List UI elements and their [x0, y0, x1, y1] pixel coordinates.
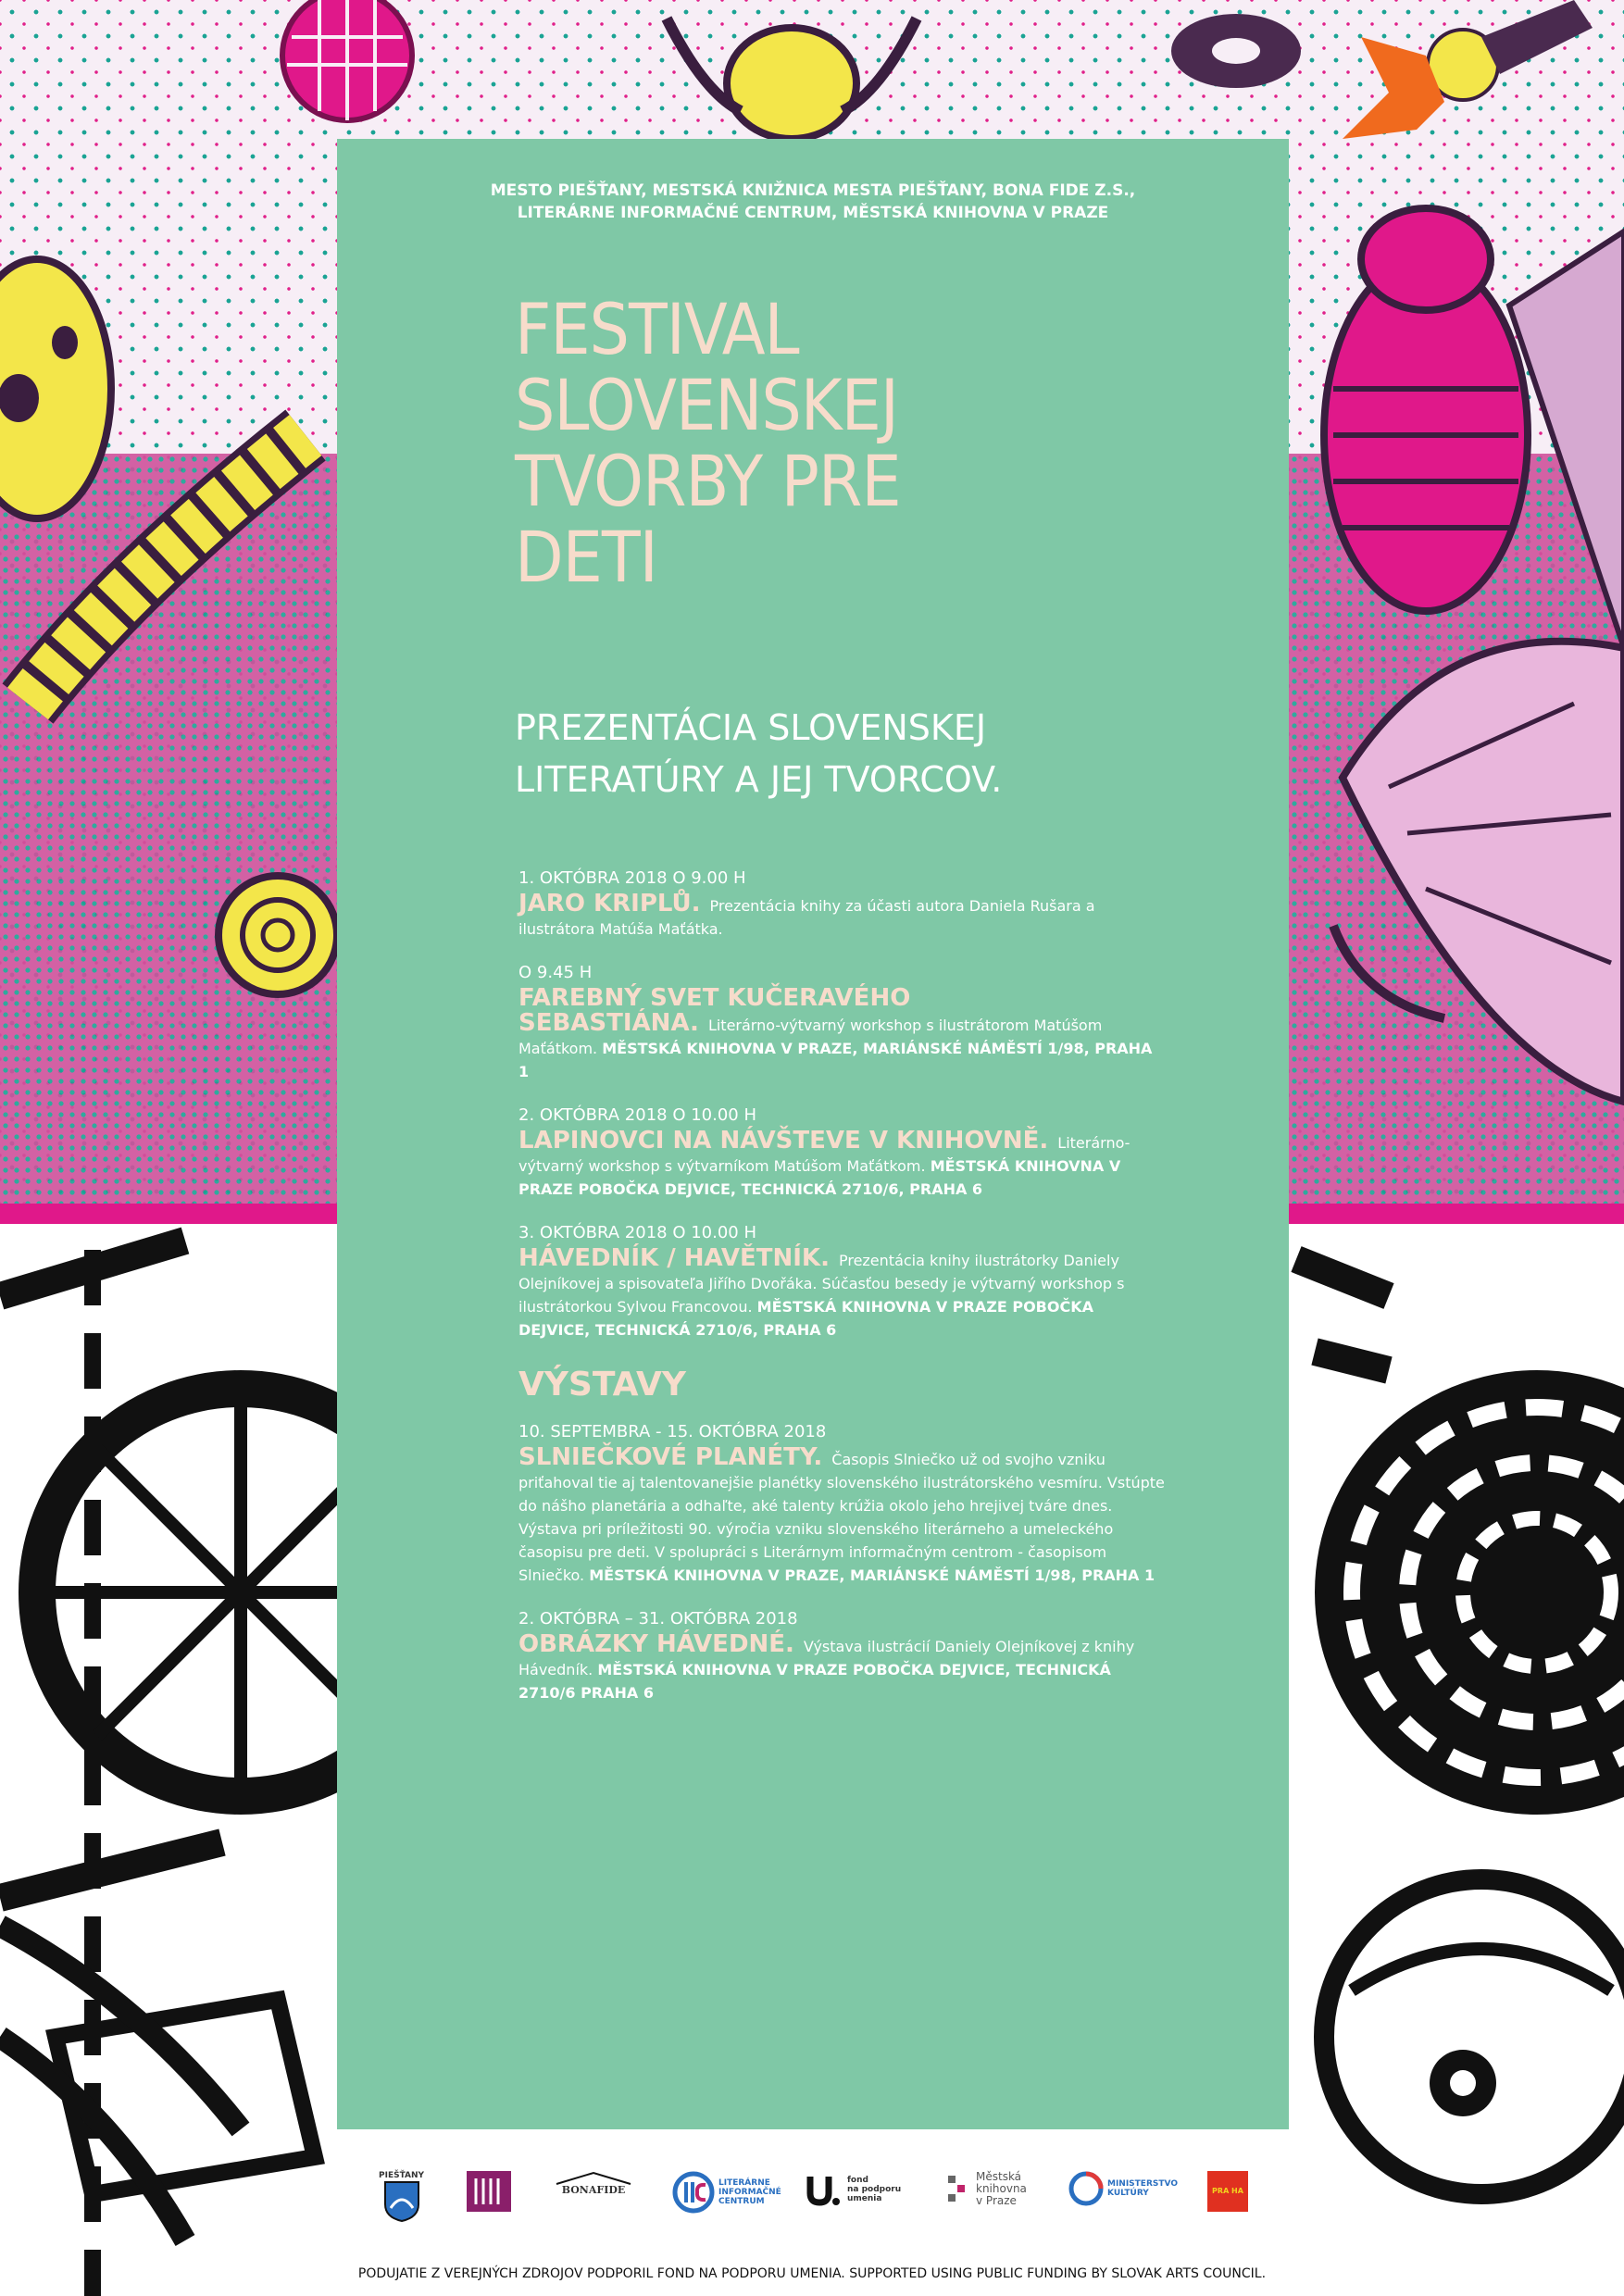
- praha-badge: PRA HA: [1207, 2171, 1248, 2212]
- exhibition-item: [518, 1420, 1167, 1587]
- ministry-logo-icon: [1068, 2171, 1104, 2206]
- fly-illustration: [1324, 208, 1624, 648]
- exhibition-name: SLNIEČKOVÉ PLANÉTY.: [518, 1443, 823, 1471]
- fpu-label-line: umenia: [847, 2194, 882, 2203]
- event-description: [518, 984, 1167, 1083]
- festival-title: [515, 288, 1237, 598]
- logo-mestska-knihovna: [948, 2171, 1027, 2207]
- piestany-crest-icon: [383, 2180, 420, 2223]
- festival-subtitle: [515, 702, 1255, 805]
- exhibition-date: 10. SEPTEMBRA - 15. OKTÓBRA 2018: [518, 1422, 827, 1441]
- event-description: [518, 892, 1167, 941]
- subtitle-line: PREZENTÁCIA SLOVENSKEJ: [515, 707, 987, 748]
- title-line: FESTIVAL: [515, 288, 799, 370]
- disco-ball-illustration: [282, 0, 412, 120]
- lic-label-line: CENTRUM: [718, 2197, 765, 2206]
- event-text: Literárno-výtvarný workshop s ilustrátorom Matúšom Maťátkom.: [518, 1017, 1103, 1057]
- event-text: Literárno-výtvarný workshop s výtvarníkom Matúšom Maťátkom.: [518, 1134, 1131, 1175]
- subtitle-line: LITERATÚRY A JEJ TVORCOV.: [515, 759, 1003, 800]
- funding-note: PODUJATIE Z VEREJNÝCH ZDROJOV PODPORIL FOND NA PODPORU UMENIA. SUPPORTED USING PUBLIC FUNDING BY SLOVAK ARTS COUNCIL.: [357, 2266, 1267, 2281]
- lic-logo-icon: [672, 2171, 715, 2214]
- exhibition-date: 2. OKTÓBRA – 31. OKTÓBRA 2018: [518, 1609, 798, 1628]
- organizers-line: LITERÁRNE INFORMAČNÉ CENTRUM, MĚSTSKÁ KNIHOVNA V PRAZE: [517, 204, 1109, 222]
- event-text: Prezentácia knihy za účasti autora Daniela Rušara a ilustrátora Matúša Maťátka.: [518, 897, 1095, 938]
- mkp-label: [976, 2171, 1027, 2207]
- woodcut-hedgehog-illustration: [1296, 1259, 1624, 2194]
- exhibition-place: MĚSTSKÁ KNIHOVNA V PRAZE POBOČKA DEJVICE, TECHNICKÁ 2710/6 PRAHA 6: [518, 1661, 1111, 1702]
- ministry-label: [1107, 2179, 1178, 2198]
- title-line: SLOVENSKEJ: [515, 364, 898, 446]
- lic-label-line: INFORMAČNÉ: [718, 2188, 781, 2197]
- library-logo-icon: [467, 2171, 511, 2212]
- exhibition-description: [518, 1443, 1167, 1587]
- event-date: 3. OKTÓBRA 2018 O 10.00 H: [518, 1223, 757, 1242]
- exhibitions-heading: VÝSTAVY: [518, 1366, 686, 1404]
- fpu-label-line: fond: [847, 2176, 868, 2185]
- event-text: Prezentácia knihy ilustrátorky Daniely Olejníkovej a spisovateľa Jiřího Dvořáka. Súčasťou besedy je výtvarný workshop s ilustrátorkou Sylvou Francovou.: [518, 1252, 1125, 1316]
- fpu-label: [847, 2176, 901, 2203]
- event-description: [518, 1244, 1167, 1341]
- mkp-label-line: Městská: [976, 2170, 1022, 2183]
- event-item: [518, 1221, 1167, 1341]
- comet-illustration: [1343, 0, 1593, 139]
- fpu-label-line: na podporu: [847, 2185, 902, 2194]
- organizers: [337, 180, 1289, 224]
- event-item: [518, 1104, 1167, 1201]
- exhibition-text: Časopis Slniečko už od svojho vzniku priťahoval tie aj talentovanejšie planétky slovenského ilustrátorského vesmíru. Vstúpte do nášho planetária a odhaľte, aké talenty krúžia okolo jeho hrejivej tváre dnes. Výstava pri príležitosti 90. výročia vzniku slovenského literárneho a umeleckého časopisu pre deti. V spolupráci s Literárnym informačným centrom - časopisom Slniečko.: [518, 1451, 1165, 1584]
- fpu-logo-icon: [805, 2171, 842, 2208]
- lic-label-line: LITERÁRNE: [718, 2178, 770, 2188]
- exhibition-item: [518, 1607, 1167, 1704]
- ministry-label-line: MINISTERSTVO: [1107, 2179, 1178, 2189]
- event-place: MĚSTSKÁ KNIHOVNA V PRAZE POBOČKA DEJVICE, TECHNICKÁ 2710/6, PRAHA 6: [518, 1298, 1093, 1339]
- title-line: DETI: [515, 516, 657, 598]
- event-description: [518, 1129, 1167, 1201]
- ministry-label-line: KULTÚRY: [1107, 2189, 1149, 2198]
- logo-praha: [1207, 2171, 1248, 2212]
- event-name: JARO KRIPLŮ.: [518, 890, 701, 917]
- moth-illustration: [1333, 642, 1624, 1102]
- organizers-line: MESTO PIEŠŤANY, MESTSKÁ KNIŽNICA MESTA PIEŠŤANY, BONA FIDE Z.S.,: [490, 181, 1136, 200]
- event-name: HÁVEDNÍK / HAVĚTNÍK.: [518, 1244, 830, 1272]
- event-place: MĚSTSKÁ KNIHOVNA V PRAZE POBOČKA DEJVICE, TECHNICKÁ 2710/6, PRAHA 6: [518, 1157, 1121, 1198]
- logo-piestany-label: PIEŠŤANY: [379, 2171, 425, 2180]
- event-place: MĚSTSKÁ KNIHOVNA V PRAZE, MARIÁNSKÉ NÁMĚSTÍ 1/98, PRAHA 1: [518, 1040, 1153, 1080]
- event-date: 2. OKTÓBRA 2018 O 10.00 H: [518, 1105, 757, 1125]
- exhibition-text: Výstava ilustrácií Daniely Olejníkovej z knihy Hávedník.: [518, 1638, 1135, 1678]
- logo-ministerstvo-kultury: [1068, 2171, 1178, 2206]
- snail-illustration: [219, 876, 337, 994]
- mkp-label-line: knihovna: [976, 2182, 1027, 2195]
- event-date: O 9.45 H: [518, 963, 593, 982]
- event-item: [518, 867, 1167, 941]
- exhibition-place: MĚSTSKÁ KNIHOVNA V PRAZE, MARIÁNSKÉ NÁMĚSTÍ 1/98, PRAHA 1: [589, 1566, 1156, 1584]
- event-name: FAREBNÝ SVET KUČERAVÉHO SEBASTIÁNA.: [518, 984, 911, 1037]
- mkp-logo-icon: [948, 2176, 972, 2203]
- program-list: [518, 867, 1167, 1725]
- exhibition-name: OBRÁZKY HÁVEDNÉ.: [518, 1630, 794, 1658]
- mkp-label-line: v Praze: [976, 2194, 1017, 2207]
- top-bug-illustration: [667, 19, 917, 139]
- logo-mestska-kniznica: [467, 2171, 511, 2212]
- logo-bonafide-label: BONAFIDE: [561, 2184, 626, 2196]
- title-line: TVORBY PRE: [515, 440, 901, 522]
- logo-lic: [672, 2171, 781, 2214]
- exhibition-description: [518, 1630, 1167, 1704]
- donut-illustration: [1171, 14, 1301, 88]
- logo-bonafide: [555, 2171, 632, 2195]
- yellow-beetle-illustration: [0, 259, 111, 518]
- program-panel: [337, 139, 1289, 2129]
- event-date: 1. OKTÓBRA 2018 O 9.00 H: [518, 868, 746, 888]
- event-item: [518, 961, 1167, 1083]
- logo-fond-na-podporu-umenia: [805, 2171, 901, 2208]
- event-name: LAPINOVCI NA NÁVŠTEVE V KNIHOVNĚ.: [518, 1127, 1049, 1154]
- logo-piestany: [379, 2171, 424, 2223]
- lic-label: [718, 2178, 781, 2206]
